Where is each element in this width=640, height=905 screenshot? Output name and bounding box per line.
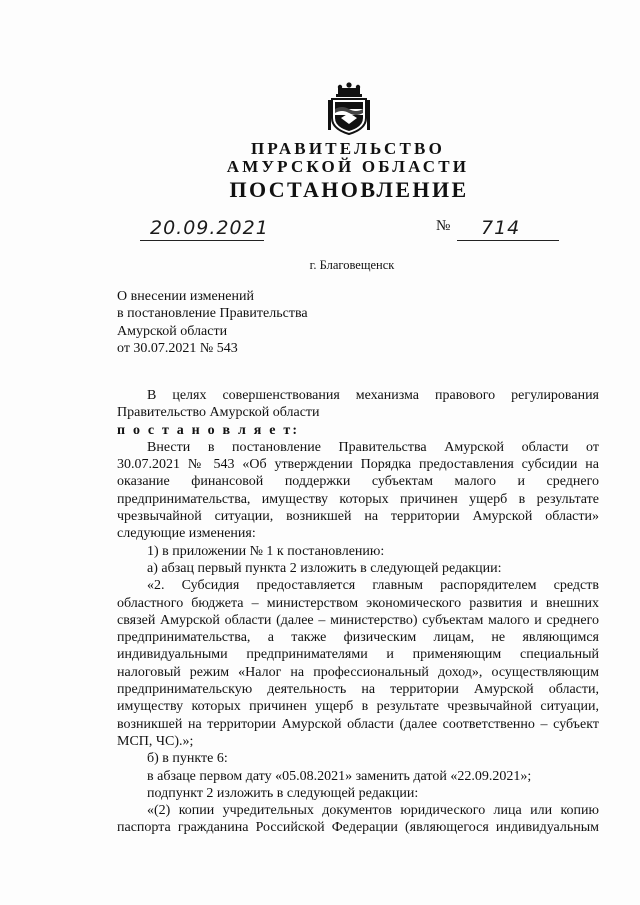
document-body (117, 387, 599, 837)
body-line: имуществу которых причинен ущерб в результате чрезвычайной ситуации, (117, 699, 599, 715)
document-date-field (140, 216, 269, 241)
amur-region-coat-of-arms-icon (326, 82, 372, 136)
body-line: «(2) копии учредительных документов юридического лица или копию (147, 803, 599, 819)
subject-line: в постановление Правительства (117, 306, 308, 322)
subject-line: Амурской области (117, 323, 228, 339)
body-line: областного бюджета – министерством экономического развития и внешних (117, 595, 599, 611)
body-line: предпринимательскую деятельность на территории Амурской области, (117, 682, 599, 698)
body-line: налоговый режим «Налог на профессиональный доход», осуществляющим (117, 664, 599, 680)
document-number: 714 (481, 217, 521, 239)
document-date: 20.09.2021 (150, 217, 269, 239)
body-line: Внести в постановление Правительства Амурской области от (147, 439, 599, 455)
body-line: В целях совершенствования механизма правового регулирования (147, 388, 599, 403)
body-line: следующие изменения: (117, 526, 256, 542)
document-number-field (457, 216, 559, 241)
body-line: в абзаце первом дату «05.08.2021» заменить датой «22.09.2021»; (147, 768, 532, 784)
body-line: «2. Субсидия предоставляется главным распорядителем средств (147, 578, 599, 594)
body-line: чрезвычайной ситуации, возникшей на территории Амурской области» (117, 509, 599, 525)
body-line: а) абзац первый пункта 2 изложить в следующей редакции: (147, 560, 502, 576)
body-line: связей Амурской области (далее – министерство) субъектам малого и среднего (117, 612, 599, 628)
document-type-title: ПОСТАНОВЛЕНИЕ (229, 177, 469, 202)
government-title-line1: ПРАВИТЕЛЬСТВО (251, 139, 445, 158)
body-line: б) в пункте 6: (147, 751, 228, 767)
subject-line: от 30.07.2021 № 543 (117, 340, 238, 356)
body-line: возникшей на территории Амурской области (далее соответственно – субъект (117, 716, 599, 732)
body-line: паспорта гражданина Российской Федерации (являющегося индивидуальным (117, 820, 599, 836)
body-line: оказание финансовой поддержки субъектам малого и среднего (117, 474, 599, 490)
body-line: Правительство Амурской области (117, 405, 320, 421)
body-line: 30.07.2021 № 543 «Об утверждении Порядка предоставления субсидии на (117, 457, 599, 473)
body-line: предпринимательства, а также физическим лицам, не являющимся (117, 630, 599, 646)
body-line: предпринимательства, имуществу которых причинен ущерб в результате (117, 491, 599, 507)
issue-city: г. Благовещенск (309, 258, 395, 272)
body-line: МСП, ЧС).»; (117, 733, 194, 749)
government-title-line2: АМУРСКОЙ ОБЛАСТИ (226, 157, 470, 176)
body-line: индивидуальными предпринимателями и применяющим специальный (117, 647, 599, 663)
number-sign: № (436, 218, 451, 234)
document-subject (117, 288, 308, 357)
resolves-keyword: п о с т а н о в л я е т: (117, 422, 300, 438)
subject-line: О внесении изменений (117, 289, 254, 304)
body-line: 1) в приложении № 1 к постановлению: (147, 543, 385, 559)
body-line: подпункт 2 изложить в следующей редакции: (147, 785, 419, 801)
